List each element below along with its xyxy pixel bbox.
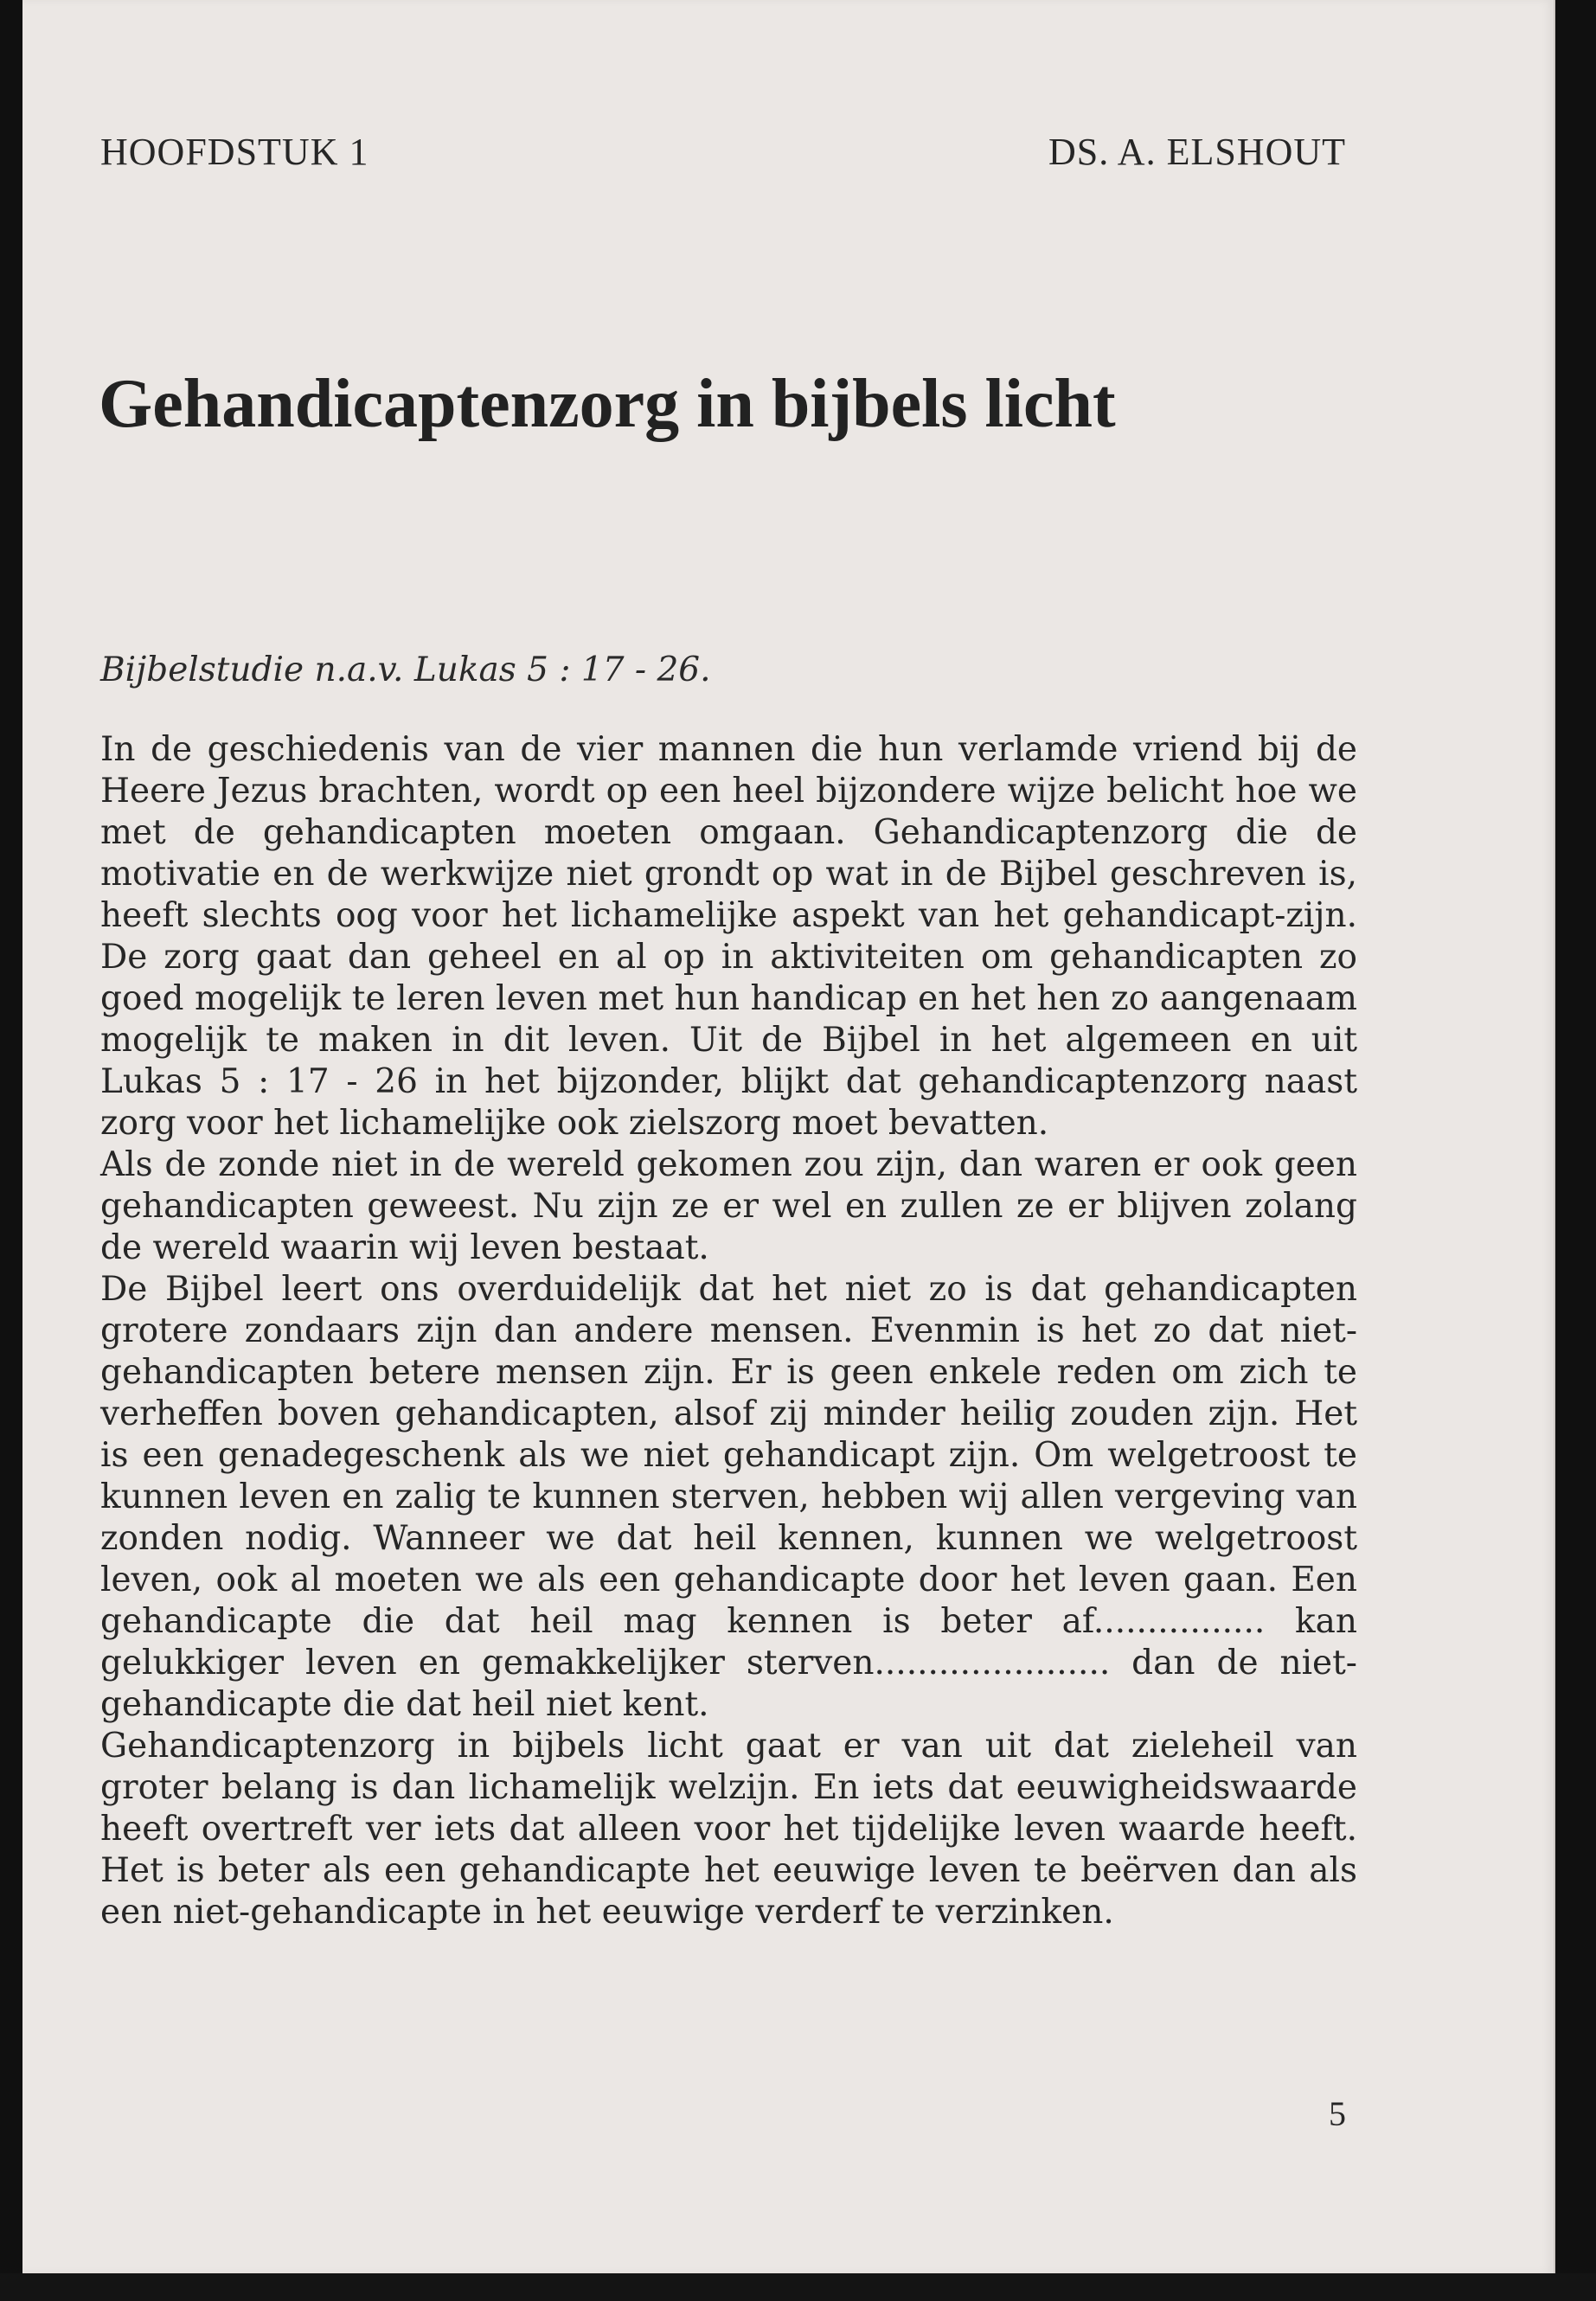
paragraph: In de geschiedenis van de vier mannen die hun verlamde vriend bij de Heere Jezus brachten, wordt op een heel bijzondere wijze belicht hoe we met de gehandicapten moeten omgaan. Gehandicaptenzorg die de motivatie en de werkwijze niet grondt op wat in de Bijbel geschreven is, heeft slechts oog voor het lichamelijke aspekt van het gehandicapt-zijn. De zorg gaat dan geheel en al op in aktiviteiten om gehandicapten zo goed mogelijk te leren leven met hun handicap en het hen zo aangenaam mogelijk te maken in dit leven. Uit de Bijbel in het algemeen en uit Lukas 5 : 17 - 26 in het bijzonder, blijkt dat gehandicaptenzorg naast zorg voor het lichamelijke ook zielszorg moet bevatten. — [100, 730, 1357, 1143]
page-title: Gehandicaptenzorg in bijbels licht — [99, 366, 1116, 442]
paragraph: Gehandicaptenzorg in bijbels licht gaat er van uit dat zieleheil van groter belang is dan lichamelijk welzijn. En iets dat eeuwigheidswaarde heeft overtreft ver iets dat alleen voor het tijdelijke leven waarde heeft. Het is beter als een gehandicapte het eeuwige leven te beërven dan als een niet-gehandicapte in het eeuwige verderf te verzinken. — [100, 1727, 1357, 1932]
author-heading: DS. A. ELSHOUT — [1048, 131, 1346, 173]
book-page — [22, 0, 1555, 2273]
scan-border — [0, 2273, 1596, 2301]
paragraph: Als de zonde niet in de wereld gekomen zou zijn, dan waren er ook geen gehandicapten geweest. Nu zijn ze er wel en zullen ze er blijven zolang de wereld waarin wij leven bestaat. — [100, 1145, 1357, 1267]
chapter-heading: HOOFDSTUK 1 — [100, 131, 369, 173]
page-number: 5 — [1329, 2094, 1346, 2133]
body-text — [100, 729, 1357, 1933]
bible-study-reference: Bijbelstudie n.a.v. Lukas 5 : 17 - 26. — [100, 651, 711, 689]
paragraph: De Bijbel leert ons overduidelijk dat het niet zo is dat gehandicapten grotere zondaars zijn dan andere mensen. Evenmin is het zo dat niet-gehandicapten betere mensen zijn. Er is geen enkele reden om zich te verheffen boven gehandicapten, alsof zij minder heilig zouden zijn. Het is een genadegeschenk als we niet gehandicapt zijn. Om welgetroost te kunnen leven en zalig te kunnen sterven, hebben wij allen vergeving van zonden nodig. Wanneer we dat heil kennen, kunnen we welgetroost leven, ook al moeten we als een gehandicapte door het leven gaan. Een gehandicapte die dat heil mag kennen is beter af................ kan gelukkiger leven en gemakkelijker sterven...................... dan de niet-gehandicapte die dat heil niet kent. — [100, 1270, 1357, 1724]
